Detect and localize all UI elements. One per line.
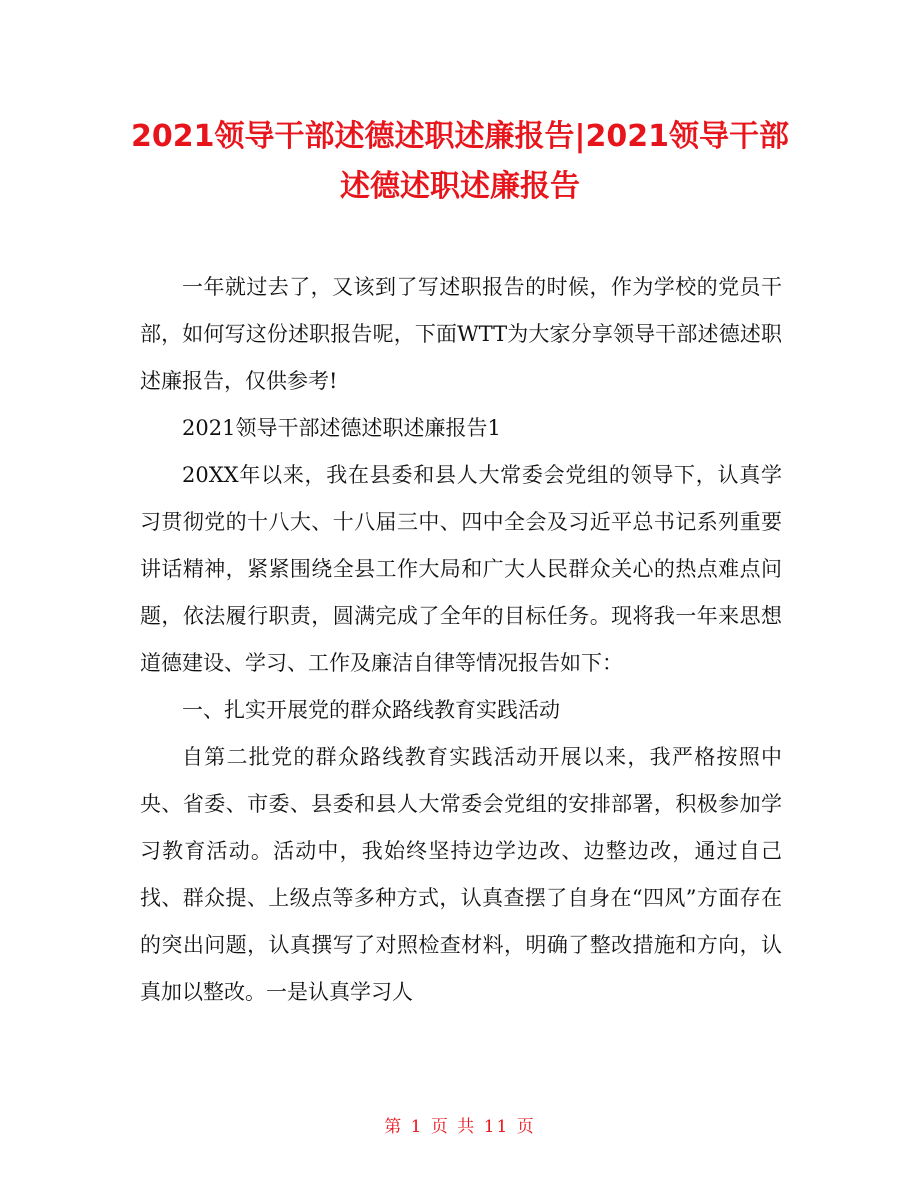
paragraph-subtitle: 2021领导干部述德述职述廉报告1 bbox=[182, 416, 501, 440]
paragraph-intro: 一年就过去了，又该到了写述职报告的时候，作为学校的党员干部，如何写这份述职报告呢，下面WTT为大家分享领导干部述德述职述廉报告，仅供参考! bbox=[140, 275, 782, 393]
paragraph-overview: 20XX年以来，我在县委和县人大常委会党组的领导下，认真学习贯彻党的十八大、十八届三中、四中全会及习近平总书记系列重要讲话精神，紧紧围绕全县工作大局和广大人民群众关心的热点难点问题，依法履行职责，圆满完成了全年的目标任务。现将我一年来思想道德建设、学习、工作及廉洁自律等情况报告如下： bbox=[140, 463, 782, 675]
paragraph-section-body: 自第二批党的群众路线教育实践活动开展以来，我严格按照中央、省委、市委、县委和县人大常委会党组的安排部署，积极参加学习教育活动。活动中，我始终坚持边学边改、边整边改，通过自己找、群众提、上级点等多种方式，认真查摆了自身在“四风”方面存在的突出问题，认真撰写了对照检查材料，明确了整改措施和方向，认真加以整改。一是认真学习人 bbox=[140, 745, 782, 1004]
page-footer bbox=[0, 1112, 920, 1137]
document-body bbox=[140, 264, 782, 1016]
section-heading: 一、扎实开展党的群众路线教育实践活动 bbox=[182, 698, 560, 722]
document-title: 2021领导干部述德述职述廉报告|2021领导干部述德述职述廉报告 bbox=[131, 119, 789, 204]
page-number-label: 第 1 页 共 11 页 bbox=[384, 1117, 536, 1137]
